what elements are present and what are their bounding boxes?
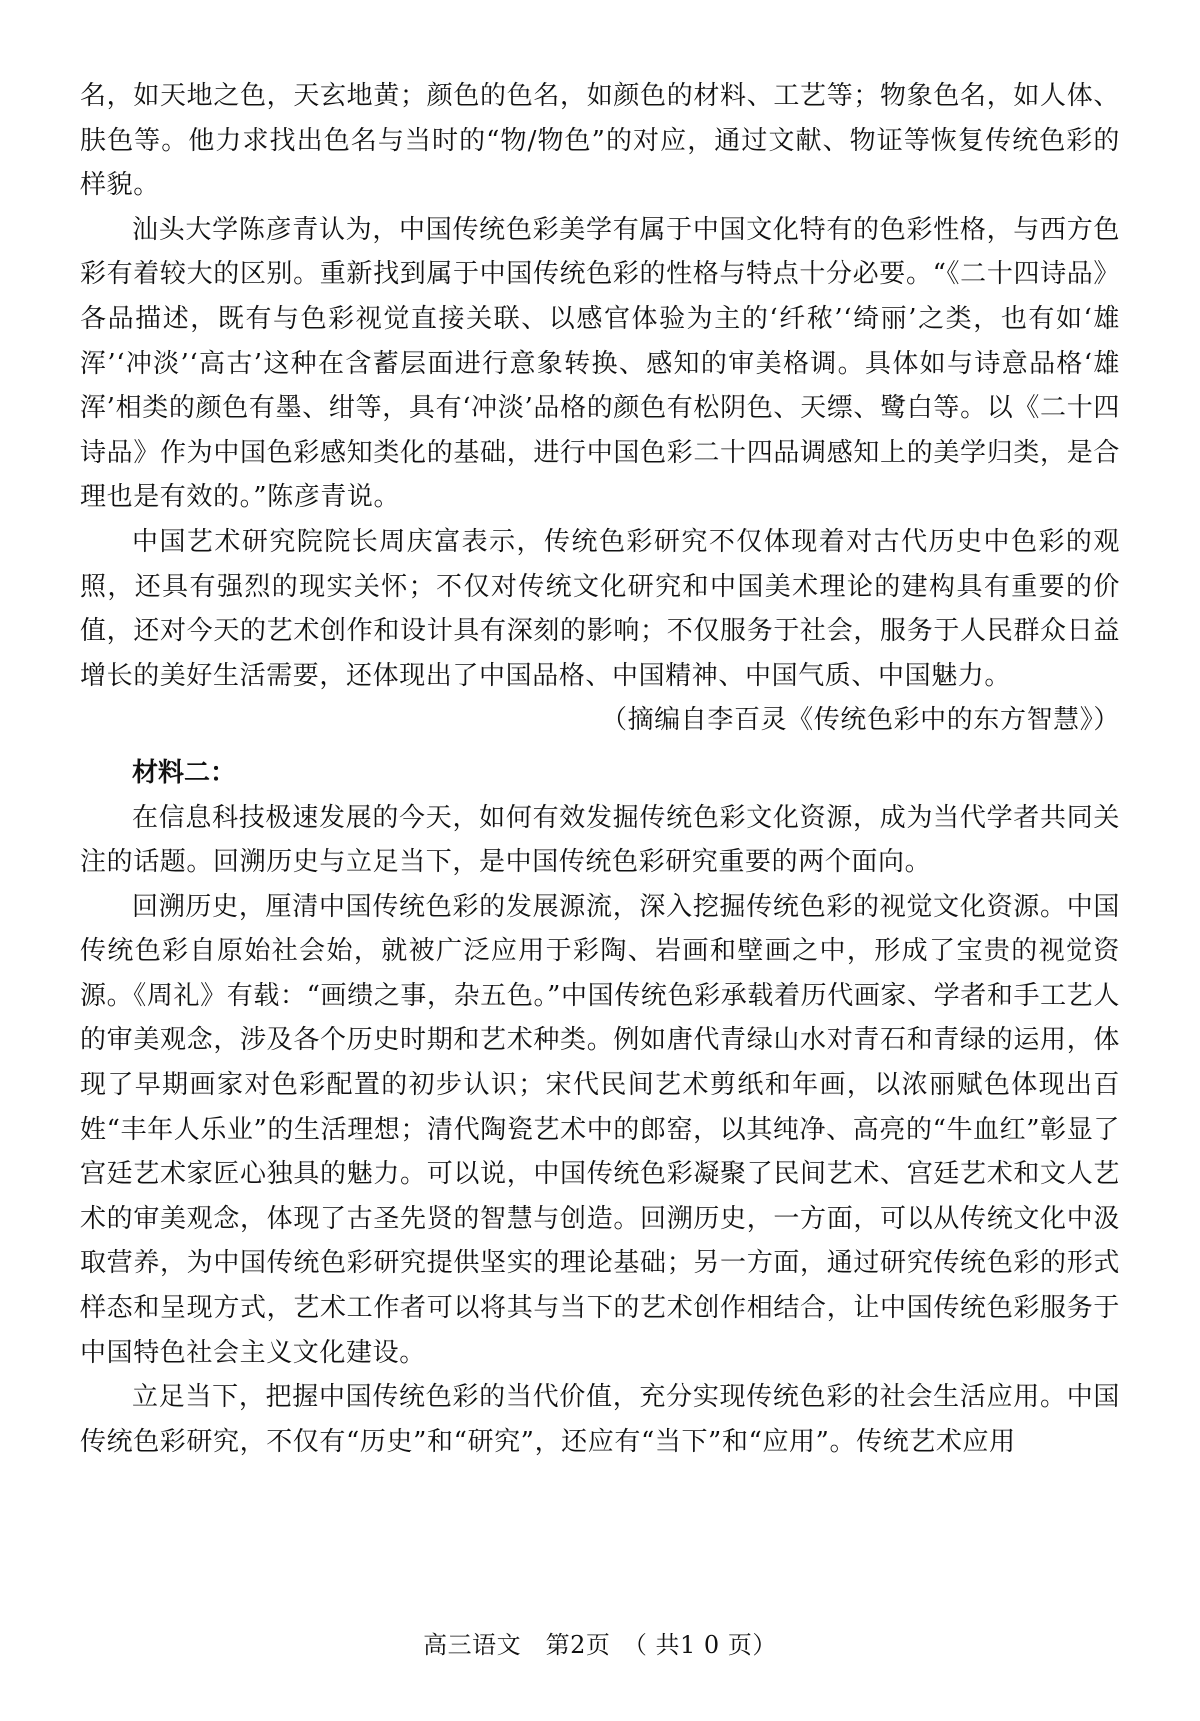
page-footer: 高三语文 第2页 （ 共1 0 页）	[423, 1631, 777, 1659]
paragraph-4: 在信息科技极速发展的今天，如何有效发掘传统色彩文化资源，成为当代学者共同关注的话题。回溯历史与立足当下，是中国传统色彩研究重要的两个面向。	[80, 802, 1120, 878]
page-content	[80, 74, 1120, 1464]
source-citation: （摘编自李百灵《传统色彩中的东方智慧》）	[600, 705, 1120, 736]
paragraph-2: 汕头大学陈彦青认为，中国传统色彩美学有属于中国文化特有的色彩性格，与西方色彩有着较大的区别。重新找到属于中国传统色彩的性格与特点十分必要。“《二十四诗品》各品描述，既有与色彩视觉直接关联、以感官体验为主的‘纤秾’‘绮丽’之类，也有如‘雄浑’‘冲淡’‘高古’这种在含蓄层面进行意象转换、感知的审美格调。具体如与诗意品格‘雄浑’相类的颜色有墨、绀等，具有‘冲淡’品格的颜色有松阴色、天缥、鹭白等。以《二十四诗品》作为中国色彩感知类化的基础，进行中国色彩二十四品调感知上的美学归类，是合理也是有效的。”陈彦青说。	[80, 214, 1120, 513]
paragraph-5: 回溯历史，厘清中国传统色彩的发展源流，深入挖掘传统色彩的视觉文化资源。中国传统色彩自原始社会始，就被广泛应用于彩陶、岩画和壁画之中，形成了宝贵的视觉资源。《周礼》有载：“画缋之事，杂五色。”中国传统色彩承载着历代画家、学者和手工艺人的审美观念，涉及各个历史时期和艺术种类。例如唐代青绿山水对青石和青绿的运用，体现了早期画家对色彩配置的初步认识；宋代民间艺术剪纸和年画，以浓丽赋色体现出百姓“丰年人乐业”的生活理想；清代陶瓷艺术中的郎窑，以其纯净、高亮的“牛血红”彰显了宫廷艺术家匠心独具的魅力。可以说，中国传统色彩凝聚了民间艺术、宫廷艺术和文人艺术的审美观念，体现了古圣先贤的智慧与创造。回溯历史，一方面，可以从传统文化中汲取营养，为中国传统色彩研究提供坚实的理论基础；另一方面，通过研究传统色彩的形式样态和呈现方式，艺术工作者可以将其与当下的艺术创作相结合，让中国传统色彩服务于中国特色社会主义文化建设。	[80, 891, 1120, 1368]
paragraph-3: 中国艺术研究院院长周庆富表示，传统色彩研究不仅体现着对古代历史中色彩的观照，还具有强烈的现实关怀；不仅对传统文化研究和中国美术理论的建构具有重要的价值，还对今天的艺术创作和设计具有深刻的影响；不仅服务于社会，服务于人民群众日益增长的美好生活需要，还体现出了中国品格、中国精神、中国气质、中国魅力。	[80, 526, 1120, 691]
paragraph-1: 名，如天地之色，天玄地黄；颜色的色名，如颜色的材料、工艺等；物象色名，如人体、肤色等。他力求找出色名与当时的“物/物色”的对应，通过文献、物证等恢复传统色彩的样貌。	[80, 81, 1120, 201]
paragraph-6: 立足当下，把握中国传统色彩的当代价值，充分实现传统色彩的社会生活应用。中国传统色彩研究，不仅有“历史”和“研究”，还应有“当下”和“应用”。传统艺术应用	[80, 1382, 1120, 1457]
section-heading: 材料二：	[132, 757, 237, 788]
